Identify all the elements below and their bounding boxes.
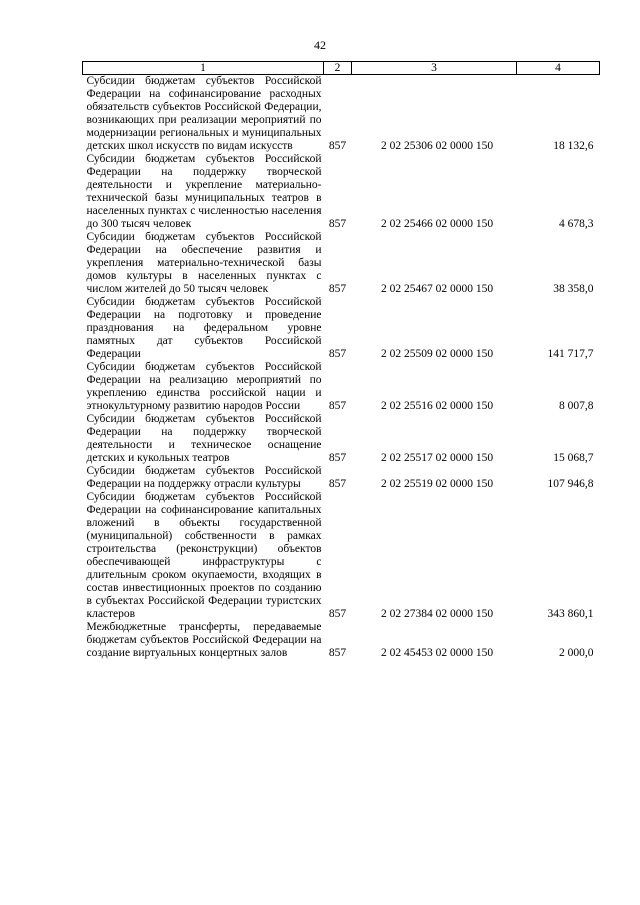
table-row xyxy=(83,621,600,660)
row-description: Субсидии бюджетам субъектов Российской Федерации на обеспечение развития и укрепления материально-технической базы домов культуры в населенных пунктах с числом жителей до 50 тысяч человек xyxy=(86,231,322,295)
row-amount: 107 946,8 xyxy=(547,478,594,490)
table-row xyxy=(83,361,600,413)
header-col-3: 3 xyxy=(352,62,517,75)
table-row xyxy=(83,75,600,154)
row-description: Субсидии бюджетам субъектов Российской Федерации на поддержку творческой деятельности и укрепление материально-технической базы муниципальных театров в населенных пунктах с численностью населения до 300 тысяч человек xyxy=(86,153,322,230)
row-admin-code: 857 xyxy=(328,348,347,360)
page-number: 42 xyxy=(314,38,326,52)
row-budget-code: 2 02 27384 02 0000 150 xyxy=(380,608,494,620)
table-row xyxy=(83,231,600,296)
table-row xyxy=(83,153,600,231)
header-col-1: 1 xyxy=(83,62,324,75)
row-budget-code: 2 02 25509 02 0000 150 xyxy=(380,348,494,360)
row-amount: 343 860,1 xyxy=(547,608,594,620)
row-amount: 8 007,8 xyxy=(559,400,594,412)
row-amount: 2 000,0 xyxy=(559,647,594,659)
row-admin-code: 857 xyxy=(328,140,347,152)
table-header-row xyxy=(83,62,600,75)
row-admin-code: 857 xyxy=(328,608,347,620)
row-admin-code: 857 xyxy=(328,283,347,295)
row-budget-code: 2 02 25516 02 0000 150 xyxy=(380,400,494,412)
row-admin-code: 857 xyxy=(328,218,347,230)
row-description: Субсидии бюджетам субъектов Российской Федерации на софинансирование капитальных вложений в объекты государственной (муниципальной) собственности в рамках строительства (реконструкции) объектов обеспечивающей инфраструктуры с длительным сроком окупаемости, входящих в состав инвестиционных проектов по созданию в субъектах Российской Федерации туристских кластеров xyxy=(86,491,322,620)
row-description: Субсидии бюджетам субъектов Российской Федерации на софинансирование расходных обязательств субъектов Российской Федерации, возникающих при реализации мероприятий по модернизации региональных и муниципальных детских школ искусств по видам искусств xyxy=(86,75,322,152)
row-description: Субсидии бюджетам субъектов Российской Федерации на поддержку отрасли культуры xyxy=(86,465,322,490)
header-col-2: 2 xyxy=(324,62,352,75)
row-description: Субсидии бюджетам субъектов Российской Федерации на реализацию мероприятий по укреплению единства российской нации и этнокультурному развитию народов России xyxy=(86,361,322,412)
row-amount: 4 678,3 xyxy=(559,218,594,230)
row-description: Субсидии бюджетам субъектов Российской Федерации на поддержку творческой деятельности и техническое оснащение детских и кукольных театров xyxy=(86,413,322,464)
table-row xyxy=(83,465,600,491)
row-description: Межбюджетные трансферты, передаваемые бюджетам субъектов Российской Федерации на создание виртуальных концертных залов xyxy=(86,621,322,659)
header-col-4: 4 xyxy=(517,62,600,75)
row-budget-code: 2 02 25467 02 0000 150 xyxy=(380,283,494,295)
row-budget-code: 2 02 25306 02 0000 150 xyxy=(380,140,494,152)
row-budget-code: 2 02 25519 02 0000 150 xyxy=(380,478,494,490)
row-admin-code: 857 xyxy=(328,647,347,659)
row-amount: 15 068,7 xyxy=(553,452,594,464)
table-row xyxy=(83,413,600,465)
row-admin-code: 857 xyxy=(328,452,347,464)
row-amount: 18 132,6 xyxy=(553,140,594,152)
row-amount: 38 358,0 xyxy=(553,283,594,295)
row-description: Субсидии бюджетам субъектов Российской Федерации на подготовку и проведение празднования на федеральном уровне памятных дат субъектов Российской Федерации xyxy=(86,296,322,360)
row-budget-code: 2 02 45453 02 0000 150 xyxy=(380,647,494,659)
row-admin-code: 857 xyxy=(328,478,347,490)
row-budget-code: 2 02 25466 02 0000 150 xyxy=(380,218,494,230)
row-admin-code: 857 xyxy=(328,400,347,412)
row-amount: 141 717,7 xyxy=(547,348,594,360)
row-budget-code: 2 02 25517 02 0000 150 xyxy=(380,452,494,464)
revenue-table xyxy=(82,61,600,660)
table-row xyxy=(83,491,600,621)
table-row xyxy=(83,296,600,361)
